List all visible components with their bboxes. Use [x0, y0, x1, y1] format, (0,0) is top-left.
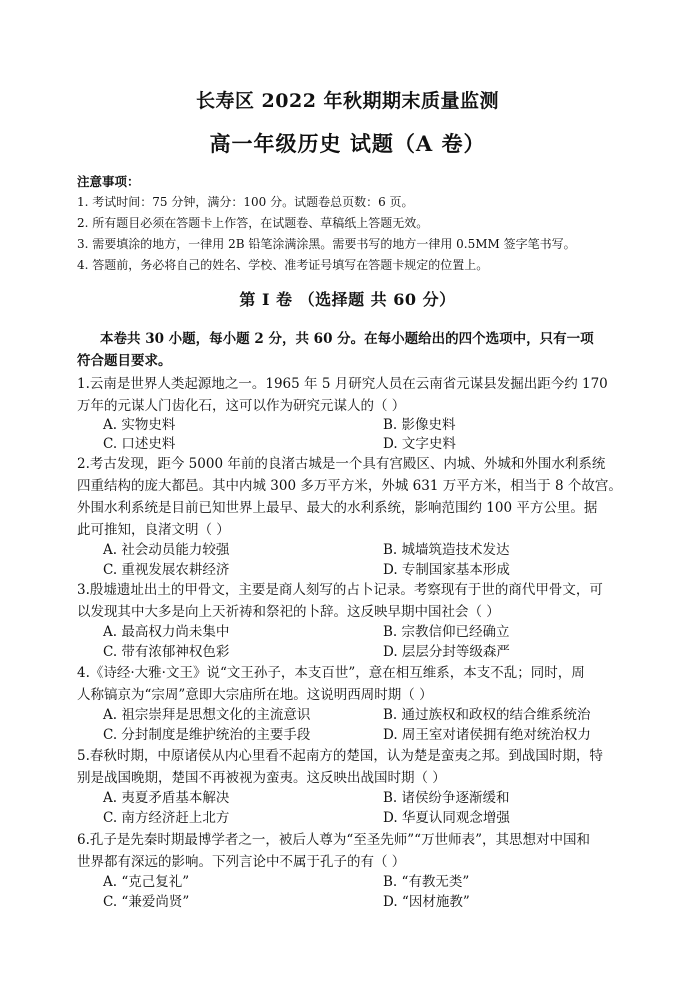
question-4-text: 人称镐京为“宗周”意即大宗庙所在地。这说明西周时期（ ） [77, 687, 433, 703]
question-2-option-a[interactable]: A. 社会动员能力较强 [103, 542, 230, 558]
question-2-option-d[interactable]: D. 专制国家基本形成 [383, 562, 510, 578]
question-6-option-c[interactable]: C. “兼爱尚贤” [103, 894, 190, 910]
notice-item: 4. 答题前，务必将自己的姓名、学校、准考证号填写在答题卡规定的位置上。 [77, 258, 489, 272]
question-2-text: 外围水利系统是目前已知世界上最早、最大的水利系统，影响范围约 100 平方公里。据 [77, 500, 598, 516]
question-1-option-a[interactable]: A. 实物史料 [103, 417, 176, 433]
question-6-option-a[interactable]: A. “克己复礼” [103, 874, 190, 890]
question-5-option-a[interactable]: A. 夷夏矛盾基本解决 [103, 790, 230, 806]
exam-subtitle: 高一年级历史 试题（A 卷） [209, 131, 486, 156]
notice-item: 3. 需要填涂的地方，一律用 2B 铅笔涂满涂黑。需要书写的地方一律用 0.5MM 签字笔书写。 [77, 237, 576, 251]
question-5-option-c[interactable]: C. 南方经济赶上北方 [103, 810, 230, 826]
question-3-option-a[interactable]: A. 最高权力尚未集中 [103, 624, 230, 640]
question-1-option-b[interactable]: B. 影像史料 [383, 417, 456, 433]
question-2-option-b[interactable]: B. 城墙筑造技术发达 [383, 542, 510, 558]
question-5-text: 别是战国晚期，楚国不再被视为蛮夷。这反映出战国时期（ ） [77, 770, 446, 786]
section-title: 第 I 卷 （选择题 共 60 分） [239, 290, 456, 309]
question-1-text: 1.云南是世界人类起源地之一。1965 年 5 月研究人员在云南省元谋县发掘出距今约 170 [77, 376, 608, 392]
question-6-text: 世界都有深远的影响。下列言论中不属于孔子的有（ ） [77, 854, 406, 870]
question-3-option-b[interactable]: B. 宗教信仰已经确立 [383, 624, 510, 640]
notice-item: 2. 所有题目必须在答题卡上作答，在试题卷、草稿纸上答题无效。 [77, 216, 429, 230]
question-4-option-c[interactable]: C. 分封制度是维护统治的主要手段 [103, 727, 311, 743]
question-4-option-d[interactable]: D. 周王室对诸侯拥有绝对统治权力 [383, 727, 591, 743]
exam-title: 长寿区 2022 年秋期期末质量监测 [195, 90, 500, 112]
section-intro: 本卷共 30 小题，每小题 2 分，共 60 分。在每小题给出的四个选项中，只有一项 [100, 331, 594, 347]
question-1-text: 万年的元谋人门齿化石，这可以作为研究元谋人的（ ） [77, 398, 406, 414]
question-2-option-c[interactable]: C. 重视发展农耕经济 [103, 562, 230, 578]
question-2-text: 四重结构的庞大都邑。其中内城 300 多万平方米，外城 631 万平方米，相当于 8 个故宫。 [77, 478, 622, 494]
question-6-text: 6.孔子是先秦时期最博学者之一，被后人尊为“至圣先师”“万世师表”，其思想对中国和 [77, 832, 590, 848]
question-5-option-b[interactable]: B. 诸侯纷争逐渐缓和 [383, 790, 510, 806]
question-6-option-b[interactable]: B. “有教无类” [383, 874, 470, 890]
section-intro: 符合题目要求。 [77, 353, 172, 369]
notice-heading: 注意事项： [77, 174, 140, 189]
question-3-text: 以发现其中大多是向上天祈祷和祭祀的卜辞。这反映早期中国社会（ ） [77, 604, 500, 620]
notice-item: 1. 考试时间：75 分钟，满分：100 分。试题卷总页数：6 页。 [77, 195, 414, 209]
question-5-text: 5.春秋时期，中原诸侯从内心里看不起南方的楚国，认为楚是蛮夷之邦。到战国时期，特 [77, 748, 603, 764]
question-1-option-d[interactable]: D. 文字史料 [383, 436, 456, 452]
question-4-option-b[interactable]: B. 通过族权和政权的结合维系统治 [383, 707, 591, 723]
question-3-option-d[interactable]: D. 层层分封等级森严 [383, 644, 510, 660]
question-2-text: 2.考古发现，距今 5000 年前的良渚古城是一个具有宫殿区、内城、外城和外围水利系统 [77, 456, 606, 472]
question-2-text: 此可推知，良渚文明（ ） [77, 522, 230, 538]
question-3-text: 3.殷墟遗址出土的甲骨文，主要是商人刻写的占卜记录。考察现有于世的商代甲骨文，可 [77, 582, 603, 598]
question-4-text: 4.《诗经·大雅·文王》说“文王孙子，本支百世”，意在相互维系，本支不乱；同时，周 [77, 665, 585, 681]
question-6-option-d[interactable]: D. “因材施教” [383, 894, 470, 910]
question-3-option-c[interactable]: C. 带有浓郁神权色彩 [103, 644, 230, 660]
question-4-option-a[interactable]: A. 祖宗崇拜是思想文化的主流意识 [103, 707, 311, 723]
question-1-option-c[interactable]: C. 口述史料 [103, 436, 176, 452]
question-5-option-d[interactable]: D. 华夏认同观念增强 [383, 810, 510, 826]
